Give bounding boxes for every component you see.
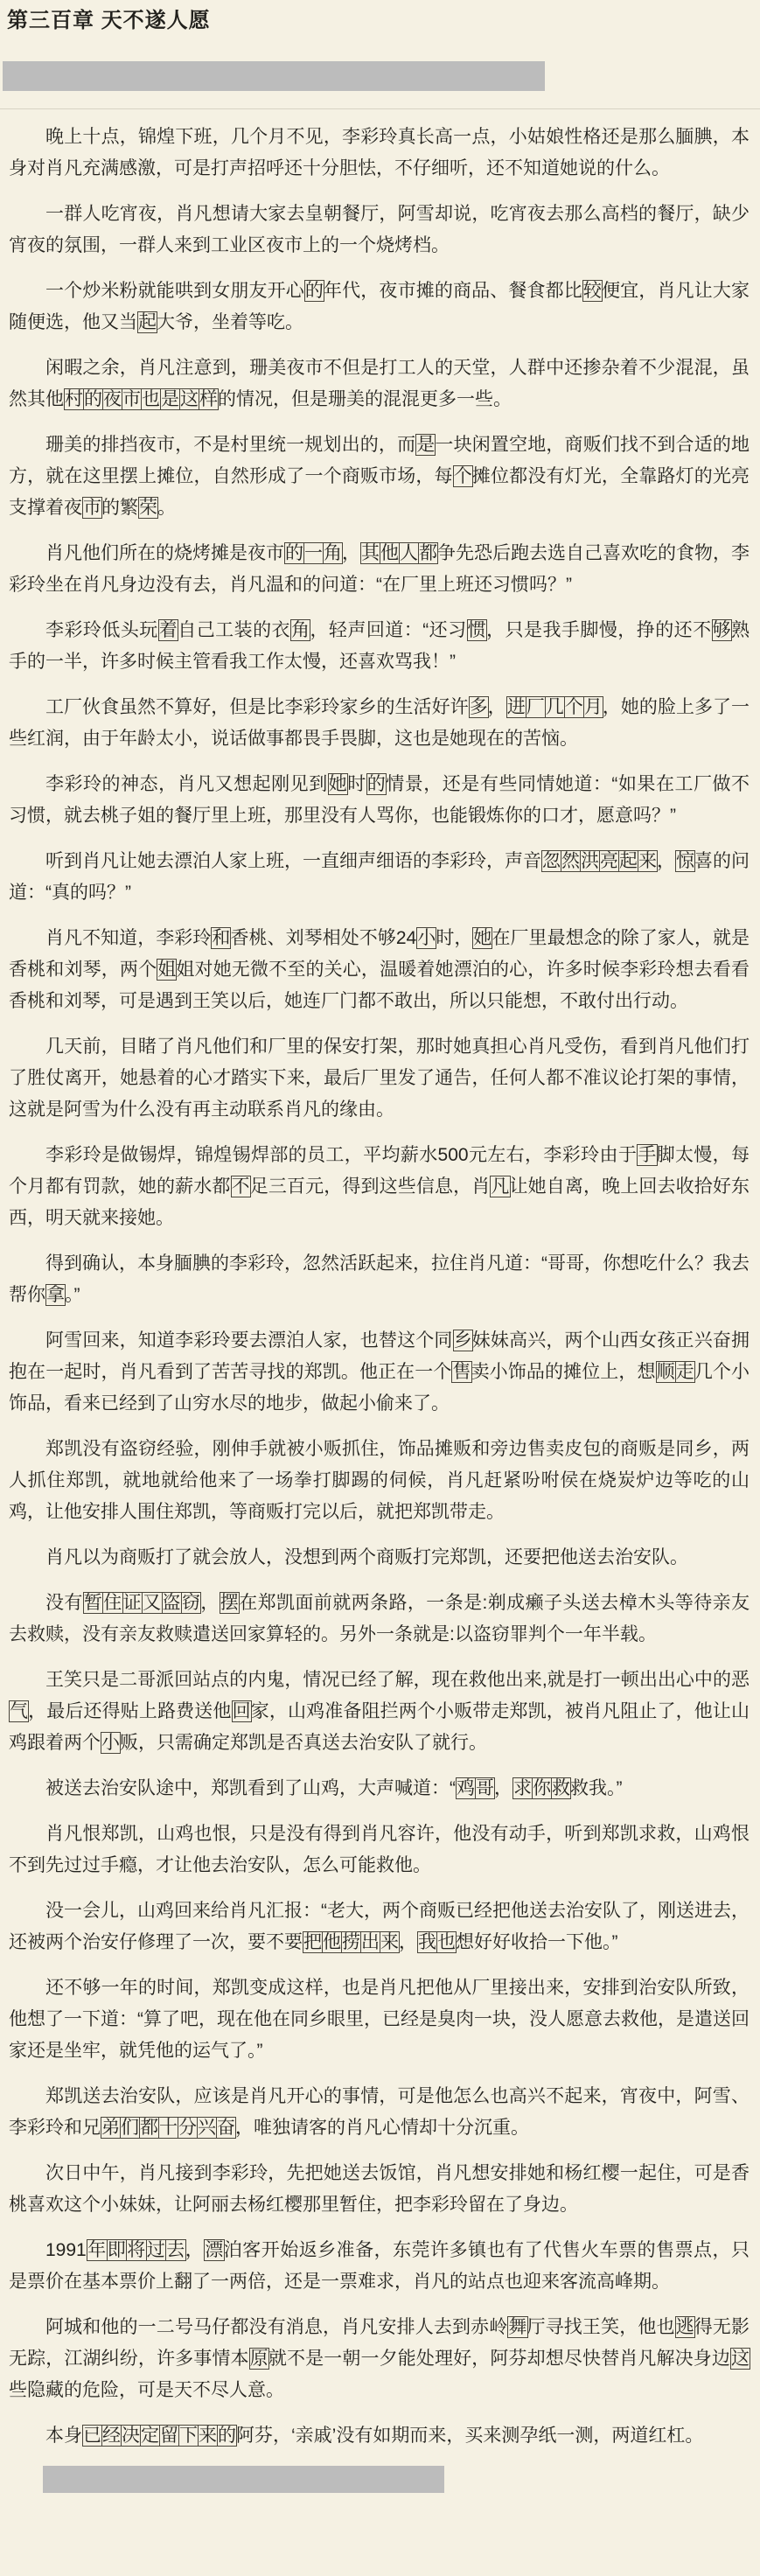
paragraph [9, 538, 750, 601]
paragraph-text: 喜的问道：“真的吗？” [9, 851, 750, 903]
obfuscated-glyph: 出 [361, 1932, 380, 1952]
obfuscated-glyph: 较 [582, 281, 603, 301]
paragraph [9, 2081, 750, 2144]
obfuscated-glyph: 舞 [508, 2317, 527, 2337]
obfuscated-glyph: 其 [361, 543, 380, 563]
obfuscated-glyph: 个 [564, 697, 583, 717]
obfuscated-glyph: 顺 [656, 1362, 675, 1382]
obfuscated-glyph: 这 [731, 2349, 750, 2369]
paragraph-text: 让她自离，晚上回去收拾好东西，明天就来接她。 [9, 1176, 750, 1228]
obfuscated-glyph: 窃 [181, 1593, 201, 1613]
obfuscated-glyph: 月 [583, 697, 603, 717]
obfuscated-glyph: 的 [84, 389, 102, 409]
obfuscated-glyph: 下 [179, 2426, 198, 2446]
paragraph [9, 615, 750, 678]
paragraph [9, 692, 750, 755]
paragraph-text: ， [342, 543, 360, 563]
paragraph-text: 李彩玲的神态，肖凡又想起刚见到 [45, 774, 328, 794]
paragraph-text: 郑凯没有盗窃经验，刚伸手就被小贩抓住，饰品摊贩和旁边售卖皮包的商贩是同乡，两人抓住郑凯，就地就给他来了一场拳打脚踢的伺候，肖凡赶紧吩咐侯在烧炭炉边等吃的山鸡，让他安排人围住郑凯，等商贩打完以后，就把郑凯带走。 [9, 1439, 750, 1522]
paragraph-text: 摊位都没有灯光，全靠路灯的光亮支撑着夜 [9, 466, 750, 518]
obfuscated-glyph: 起 [138, 312, 157, 332]
paragraph [9, 846, 750, 909]
obfuscated-glyph: 过 [146, 2240, 166, 2260]
obfuscated-glyph: 是 [416, 435, 436, 455]
paragraph [9, 1031, 750, 1126]
obfuscated-glyph: 市 [83, 498, 101, 518]
paragraph-text: 的情况，但是珊美的混混更多一些。 [218, 389, 512, 409]
paragraph-text: ， [185, 2240, 205, 2260]
obfuscated-glyph: 市 [122, 389, 141, 409]
obfuscated-glyph: 经 [102, 2426, 121, 2446]
obfuscated-glyph: 夜 [103, 389, 122, 409]
obfuscated-glyph: 暂 [83, 1593, 103, 1613]
paragraph-text: 本身 [45, 2426, 82, 2446]
obfuscated-glyph: 十 [159, 2118, 178, 2138]
paragraph [9, 2235, 750, 2298]
obfuscated-glyph: 你 [533, 1778, 551, 1798]
obfuscated-glyph: 乡 [453, 1330, 472, 1351]
obfuscated-glyph: 她 [328, 774, 348, 794]
paragraph-text: 肖凡不知道，李彩玲 [45, 928, 212, 948]
obfuscated-glyph: 售 [452, 1362, 471, 1382]
paragraph-text: ， [399, 1932, 417, 1952]
obfuscated-glyph: 忽 [542, 851, 561, 871]
paragraph [9, 769, 750, 832]
obfuscated-glyph: 着 [158, 620, 178, 640]
paragraph [9, 1972, 750, 2067]
obfuscated-glyph: 把 [303, 1932, 322, 1952]
paragraph-text: 次日中午，肖凡接到李彩玲，先把她送去饭馆，肖凡想安排她和杨红樱一起住，可是香桃喜欢这个小妹妹，让阿丽去杨红樱那里暂住，把李彩玲留在了身边。 [9, 2163, 750, 2215]
paragraph-text: 李彩玲低头玩 [45, 620, 158, 640]
obfuscated-glyph: 样 [199, 389, 218, 409]
obfuscated-glyph: 起 [619, 851, 638, 871]
paragraph [9, 1819, 750, 1881]
paragraph [9, 1325, 750, 1420]
obfuscated-glyph: 鸡 [457, 1778, 475, 1798]
paragraph-text: 就不是一朝一夕能处理好，阿芬却想尽快替肖凡解决身边 [268, 2349, 731, 2369]
paragraph-text: 被送去治安队途中，郑凯看到了山鸡，大声喊道：“ [45, 1778, 456, 1798]
obfuscated-glyph: 来 [380, 1932, 399, 1952]
paragraph [9, 1434, 750, 1528]
obfuscated-glyph: 奋 [217, 2118, 235, 2138]
obfuscated-glyph: 去 [166, 2240, 185, 2260]
obfuscated-glyph: 小 [417, 928, 436, 948]
paragraph-text: 晚上十点，锦煌下班，几个月不见，李彩玲真长高一点，小姑娘性格还是那么腼腆，本身对肖凡充满感激，可是打声招呼还十分胆怯，不仔细听，还不知道她说的什么。 [9, 127, 750, 178]
obfuscated-glyph: 都 [419, 543, 437, 563]
paragraph-text: 争先恐后跑去选自己喜欢吃的食物，李彩玲坐在肖凡身边没有去，肖凡温和的问道：“在厂里上班还习惯吗？” [9, 543, 750, 595]
paragraph-text: 王笑只是二哥派回站点的内鬼，情况已经了解，现在救他出来,就是打一顿出出心中的恶 [45, 1670, 750, 1690]
obfuscated-glyph: 气 [10, 1701, 29, 1721]
paragraph-text: 得到确认，本身腼腆的李彩玲，忽然活跃起来，拉住肖凡道：“哥哥，你想吃什么？我去帮你 [9, 1253, 750, 1305]
paragraph-text: ， [487, 697, 506, 717]
obfuscated-glyph: 的 [304, 281, 324, 301]
obfuscated-glyph: 我 [418, 1932, 436, 1952]
paragraph-text: 工厂伙食虽然不算好，但是比李彩玲家乡的生活好许 [45, 697, 469, 717]
obfuscated-glyph: 们 [121, 2118, 139, 2138]
paragraph-text: 些隐藏的危险，可是天不尽人意。 [9, 2380, 284, 2400]
paragraph-text: 泊客开始返乡准备，东莞许多镇也有了代售火车票的售票点，只是票价在基本票价上翻了一两倍，还是一票难求，肖凡的站点也迎来客流高峰期。 [9, 2240, 750, 2292]
paragraph-text: 一块闲置空地，商贩们找不到合适的地方，就在这里摆上摊位，自然形成了一个商贩市场，每 [9, 435, 750, 486]
obfuscated-glyph: 然 [561, 851, 580, 871]
paragraph-text: 时， [436, 928, 473, 948]
obfuscated-glyph: 即 [107, 2240, 127, 2260]
ad-banner-top[interactable] [3, 61, 545, 91]
obfuscated-glyph: 的 [218, 2426, 236, 2446]
obfuscated-glyph: 来 [199, 2426, 217, 2446]
obfuscated-glyph: 够 [712, 620, 732, 640]
paragraph [9, 1895, 750, 1958]
obfuscated-glyph: 也 [142, 389, 160, 409]
obfuscated-glyph: 也 [437, 1932, 456, 1952]
paragraph-text: 卖小饰品的摊位上，想 [471, 1362, 656, 1382]
paragraph-text: 家，山鸡准备阻拦两个小贩带走郑凯，被肖凡阻止了，他让山鸡跟着两个 [9, 1701, 750, 1753]
obfuscated-glyph: 已 [83, 2426, 101, 2446]
obfuscated-glyph: 的 [366, 774, 387, 794]
obfuscated-glyph: 村 [65, 389, 83, 409]
paragraph-text: 想好好收拾一下他。” [456, 1932, 618, 1952]
obfuscated-glyph: 都 [140, 2118, 158, 2138]
paragraph-text: 贩，只需确定郑凯是否真送去治安队了就行。 [120, 1733, 487, 1753]
obfuscated-glyph: 姐 [157, 960, 177, 980]
paragraph-text: 李彩玲是做锡焊，锦煌锡焊部的员工，平均薪水500元左右，李彩玲由于 [45, 1145, 638, 1165]
paragraph-text: 还不够一年的时间，郑凯变成这样，也是肖凡把他从厂里接出来，安排到治安队所致，他想了一下道：“算了吧，现在他在同乡眼里，已经是臭肉一块，没人愿意去救他，是遣送回家还是坐牢，就凭他的运气了。” [9, 1978, 750, 2061]
paragraph-text: 。 [157, 498, 176, 518]
paragraph-text: 没有 [45, 1593, 83, 1613]
paragraph-text: 在郑凯面前就两条路，一条是:剃成癞子头送去樟木头等待亲友去救赎，没有亲友救赎遣送回家算轻的。另外一条就是:以盗窃罪判个一年半载。 [9, 1593, 750, 1644]
obfuscated-glyph: 来 [638, 851, 657, 871]
obfuscated-glyph: 亮 [600, 851, 618, 871]
chapter-body [0, 109, 760, 2452]
obfuscated-glyph: 人 [400, 543, 418, 563]
obfuscated-glyph: 不 [231, 1176, 250, 1197]
paragraph-text: ，只是我手脚慢，挣的还不 [486, 620, 712, 640]
paragraph [9, 2158, 750, 2221]
obfuscated-glyph: 拿 [46, 1285, 65, 1305]
obfuscated-glyph: 他 [323, 1932, 341, 1952]
paragraph [9, 1588, 750, 1651]
paragraph-text: 几天前，目睹了肖凡他们和厂里的保安打架，那时她真担心肖凡受伤，看到肖凡他们打了胜仗离开，她悬着的心才踏实下来，最后厂里发了通告，任何人都不准议论打架的事情，这就是阿雪为什么没有再主动联系肖凡的缘由。 [9, 1037, 750, 1120]
obfuscated-glyph: 她 [473, 928, 492, 948]
paragraph-text: ， [657, 851, 675, 871]
paragraph-text: ，唯独请客的肖凡心情却十分沉重。 [235, 2118, 529, 2138]
paragraph-text: 熟手的一半，许多时候主管看我工作太慢，还喜欢骂我！” [9, 620, 750, 672]
paragraph-text: 年代，夜市摊的商品、餐食都比 [324, 281, 582, 301]
paragraph-text: 脚太慢，每个月都有罚款，她的薪水都 [9, 1145, 750, 1197]
paragraph-text: 肖凡恨郑凯，山鸡也恨，只是没有得到肖凡容许，他没有动手，听到郑凯求救，山鸡恨不到先过过手瘾，才让他去治安队，怎么可能救他。 [9, 1824, 750, 1875]
obfuscated-glyph: 漂 [205, 2240, 224, 2260]
obfuscated-glyph: 手 [638, 1145, 657, 1165]
obfuscated-glyph: 证 [122, 1593, 143, 1613]
paragraph-text: 肖凡他们所在的烧烤摊是夜市 [45, 543, 284, 563]
paragraph [9, 199, 750, 262]
obfuscated-glyph: 回 [232, 1701, 251, 1721]
paragraph-text: ， [200, 1593, 220, 1613]
paragraph [9, 2420, 750, 2452]
obfuscated-glyph: 一 [304, 543, 323, 563]
paragraph-text: 没一会儿，山鸡回来给肖凡汇报：“老大，两个商贩已经把他送去治安队了，刚送进去，还被两个治安仔修理了一次，要不要 [9, 1901, 750, 1952]
paragraph [9, 1542, 750, 1574]
paragraph-text: 足三百元，得到这些信息，肖 [249, 1176, 491, 1197]
paragraph-text: 情景，还是有些同情她道：“如果在工厂做不习惯，就去桃子姐的餐厅里上班，那里没有人骂你，也能锻炼你的口才，愿意吗？” [9, 774, 750, 826]
paragraph-text: 郑凯送去治安队，应该是肖凡开心的事情，可是他怎么也高兴不起来，宵夜中，阿雪、李彩玲和兄 [9, 2086, 750, 2138]
obfuscated-glyph: 定 [141, 2426, 159, 2446]
obfuscated-glyph: 几 [545, 697, 564, 717]
paragraph-text: 救我。” [570, 1778, 623, 1798]
obfuscated-glyph: 这 [180, 389, 199, 409]
obfuscated-glyph: 分 [178, 2118, 197, 2138]
paragraph-text: 阿雪回来，知道李彩玲要去漂泊人家，也替这个同 [45, 1330, 453, 1351]
paragraph-text: 珊美的排挡夜市，不是村里统一规划出的，而 [45, 435, 416, 455]
paragraph-text: 的繁 [101, 498, 138, 518]
obfuscated-glyph: 原 [249, 2349, 268, 2369]
obfuscated-glyph: 角 [324, 543, 342, 563]
obfuscated-glyph: 荣 [139, 498, 157, 518]
paragraph [9, 122, 750, 185]
obfuscated-glyph: 弟 [101, 2118, 120, 2138]
paragraph-text: 得无影无踪，江湖纠纷，许多事情本 [9, 2317, 750, 2369]
paragraph-text: 在厂里最想念的除了家人，就是香桃和刘琴，两个 [9, 928, 750, 980]
paragraph-text: 姐对她无微不至的关心，温暖着她漂泊的心，许多时候李彩玲想去看看香桃和刘琴，可是遇到王笑以后，她连厂门都不敢出，所以只能想，不敢付出行动。 [9, 960, 750, 1011]
paragraph-text: 阿芬，‘亲戚’没有如期而来，买来测孕纸一测，两道红杠。 [236, 2426, 704, 2446]
obfuscated-glyph: 多 [469, 697, 488, 717]
paragraph-text: 便宜，肖凡让大家随便选，他又当 [9, 281, 750, 332]
obfuscated-glyph: 个 [453, 466, 472, 486]
paragraph-text: 香桃、刘琴相处不够24 [230, 928, 417, 948]
obfuscated-glyph: 凡 [491, 1176, 510, 1197]
paragraph-text: 1991 [45, 2240, 87, 2260]
ad-banner-bottom[interactable] [43, 2466, 444, 2493]
obfuscated-glyph: 进 [506, 697, 526, 717]
chapter-title: 第三百章 天不遂人愿 [7, 9, 211, 32]
obfuscated-glyph: 留 [160, 2426, 178, 2446]
paragraph-text: ，轻声回道：“还习 [310, 620, 467, 640]
obfuscated-glyph: 捞 [342, 1932, 360, 1952]
paragraph-text: 几个小饰品，看来已经到了山穷水尽的地步，做起小偷来了。 [9, 1362, 750, 1414]
obfuscated-glyph: 救 [552, 1778, 570, 1798]
obfuscated-glyph: 哥 [476, 1778, 494, 1798]
obfuscated-glyph: 洪 [581, 851, 599, 871]
obfuscated-glyph: 摆 [220, 1593, 240, 1613]
paragraph-text: 闲暇之余，肖凡注意到，珊美夜市不但是打工人的天堂，人群中还掺杂着不少混混，虽然其他 [9, 358, 750, 409]
paragraph-text: ，她的脸上多了一些红润，由于年龄太小，说话做事都畏手畏脚，这也是她现在的苦恼。 [9, 697, 750, 749]
obfuscated-glyph: 年 [87, 2240, 107, 2260]
paragraph [9, 1665, 750, 1759]
obfuscated-glyph: 住 [103, 1593, 122, 1613]
obfuscated-glyph: 决 [122, 2426, 140, 2446]
paragraph-text: 一群人吃宵夜，肖凡想请大家去皇朝餐厅，阿雪却说，吃宵夜去那么高档的餐厅，缺少宵夜的氛围，一群人来到工业区夜市上的一个烧烤档。 [9, 204, 750, 255]
paragraph [9, 2312, 750, 2406]
paragraph [9, 923, 750, 1017]
paragraph-text: 一个炒米粉就能哄到女朋友开心 [45, 281, 304, 301]
paragraph-text: 妹妹高兴，两个山西女孩正兴奋拥抱在一起时，肖凡看到了苦苦寻找的郑凯。他正在一个 [9, 1330, 750, 1382]
obfuscated-glyph: 他 [380, 543, 399, 563]
paragraph-text: 。” [65, 1285, 80, 1305]
obfuscated-glyph: 走 [675, 1362, 694, 1382]
obfuscated-glyph: 小 [101, 1733, 120, 1753]
obfuscated-glyph: 角 [291, 620, 310, 640]
obfuscated-glyph: 是 [161, 389, 179, 409]
obfuscated-glyph: 惯 [467, 620, 487, 640]
paragraph-text: 自己工装的衣 [178, 620, 290, 640]
paragraph-text: 时 [347, 774, 366, 794]
paragraph-text: 听到肖凡让她去漂泊人家上班，一直细声细语的李彩玲，声音 [45, 851, 541, 871]
obfuscated-glyph: 的 [285, 543, 303, 563]
paragraph [9, 1140, 750, 1234]
paragraph-text: ，最后还得贴上路费送他 [28, 1701, 232, 1721]
obfuscated-glyph: 和 [212, 928, 231, 948]
obfuscated-glyph: 厂 [526, 697, 545, 717]
paragraph [9, 353, 750, 415]
obfuscated-glyph: 惊 [676, 851, 694, 871]
paragraph [9, 1248, 750, 1311]
paragraph [9, 429, 750, 524]
paragraph-text: 阿城和他的一二号马仔都没有消息，肖凡安排人去到赤岭 [45, 2317, 508, 2337]
obfuscated-glyph: 逃 [675, 2317, 694, 2337]
obfuscated-glyph: 又 [143, 1593, 162, 1613]
paragraph-text: ， [494, 1778, 512, 1798]
obfuscated-glyph: 将 [127, 2240, 146, 2260]
obfuscated-glyph: 盗 [162, 1593, 181, 1613]
paragraph [9, 276, 750, 339]
paragraph-text: 厅寻找王笑，他也 [526, 2317, 675, 2337]
obfuscated-glyph: 兴 [198, 2118, 216, 2138]
paragraph [9, 1773, 750, 1805]
paragraph-text: 大爷，坐着等吃。 [157, 312, 303, 332]
paragraph-text: 肖凡以为商贩打了就会放人，没想到两个商贩打完郑凯，还要把他送去治安队。 [45, 1547, 688, 1567]
obfuscated-glyph: 求 [513, 1778, 532, 1798]
